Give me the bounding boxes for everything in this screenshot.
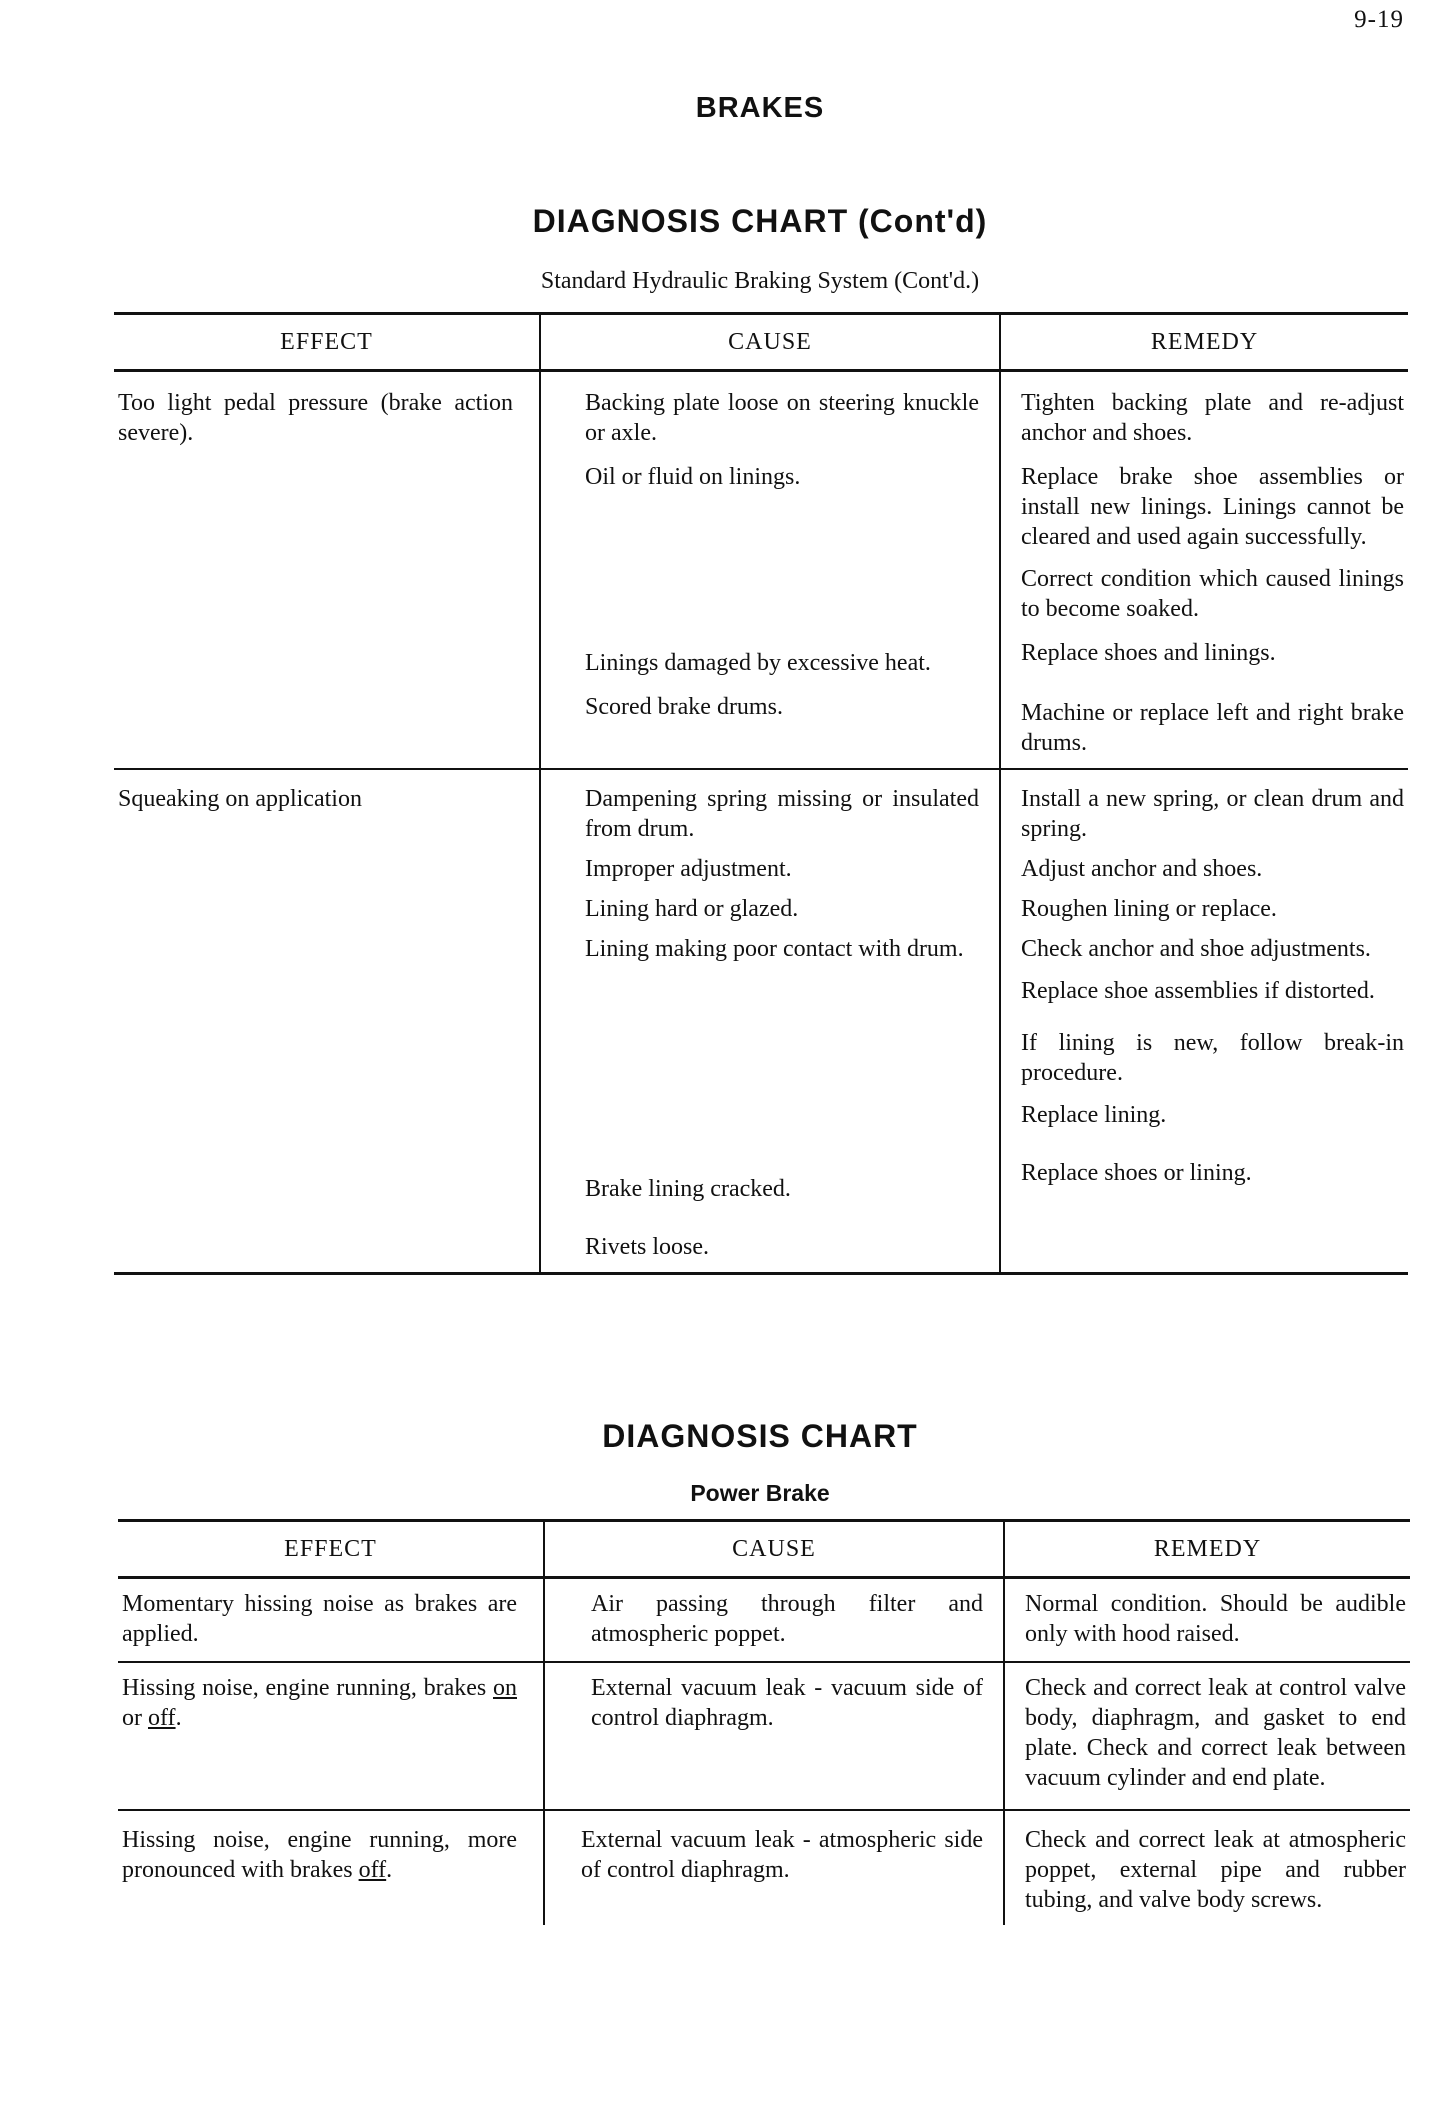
header-effect: EFFECT [118, 1521, 544, 1578]
effect-text-part: or [122, 1705, 148, 1731]
effect-text-part: Hissing noise, engine running, brakes [122, 1675, 493, 1701]
table-row-hissing-on-or-off [118, 1662, 1410, 1810]
header-remedy: REMEDY [1000, 314, 1408, 371]
remedy-text: Correct condition which caused linings to become soaked. [1021, 566, 1404, 622]
cause-text: External vacuum leak - vacuum side of control diaphragm. [591, 1675, 983, 1731]
remedy-text: Tighten backing plate and re-adjust anchor and shoes. [1021, 390, 1404, 446]
cause-text: Linings damaged by excessive heat. [585, 650, 931, 676]
cause-text: Rivets loose. [585, 1234, 709, 1260]
effect-text: Momentary hissing noise as brakes are applied. [122, 1591, 517, 1647]
remedy-text: Replace shoes and linings. [1021, 640, 1276, 666]
section-title: BRAKES [695, 92, 825, 124]
table-row-squeaking [114, 769, 1408, 1274]
cause-text: Lining hard or glazed. [585, 896, 799, 922]
chart1-title: DIAGNOSIS CHART (Cont'd) [532, 203, 988, 239]
cause-text: Dampening spring missing or insulated from drum. [585, 786, 979, 842]
cause-text: Scored brake drums. [585, 694, 783, 720]
remedy-text: If lining is new, follow break-in procedure. [1021, 1030, 1404, 1086]
chart2-title: DIAGNOSIS CHART [602, 1418, 918, 1454]
table-row-momentary-hissing [118, 1578, 1410, 1663]
page-number: 9-19 [1354, 6, 1404, 33]
remedy-text: Machine or replace left and right brake drums. [1021, 700, 1404, 756]
remedy-text: Normal condition. Should be audible only with hood raised. [1025, 1591, 1406, 1647]
header-cause: CAUSE [540, 314, 1000, 371]
remedy-text: Check and correct leak at atmospheric poppet, external pipe and rubber tubing, and valve body screws. [1025, 1827, 1406, 1913]
cause-text: Lining making poor contact with drum. [585, 936, 964, 962]
header-effect: EFFECT [114, 314, 540, 371]
table-row-hissing-brakes-off [118, 1810, 1410, 1925]
header-remedy: REMEDY [1004, 1521, 1410, 1578]
cause-text: Air passing through filter and atmospheric poppet. [591, 1591, 983, 1647]
remedy-text: Replace shoes or lining. [1021, 1160, 1252, 1186]
remedy-text: Adjust anchor and shoes. [1021, 856, 1263, 882]
remedy-text: Roughen lining or replace. [1021, 896, 1277, 922]
table-row-too-light-pedal [114, 371, 1408, 770]
effect-text-part: Hissing noise, engine running, more pronounced with brakes [122, 1827, 517, 1883]
cause-text: Backing plate loose on steering knuckle or axle. [585, 390, 979, 446]
chart2-subtitle: Power Brake [690, 1480, 830, 1506]
emphasis-off: off [358, 1857, 387, 1883]
effect-text: Too light pedal pressure (brake action severe). [118, 390, 513, 446]
diagnosis-table-power-brake [118, 1519, 1410, 1925]
remedy-text: Check anchor and shoe adjustments. [1021, 936, 1371, 962]
cause-text: Brake lining cracked. [585, 1176, 791, 1202]
cause-text: Oil or fluid on linings. [585, 464, 801, 490]
remedy-text: Replace lining. [1021, 1102, 1167, 1128]
table-header-row [118, 1521, 1410, 1578]
effect-text-part: . [386, 1857, 393, 1883]
remedy-text: Replace shoe assemblies if distorted. [1021, 978, 1375, 1004]
header-cause: CAUSE [544, 1521, 1004, 1578]
effect-text-part: . [175, 1705, 182, 1731]
remedy-text: Install a new spring, or clean drum and spring. [1021, 786, 1404, 842]
emphasis-on: on [493, 1675, 517, 1701]
effect-text [122, 1673, 517, 1733]
cause-text: Improper adjustment. [585, 856, 792, 882]
effect-text [122, 1825, 517, 1885]
chart1-subtitle: Standard Hydraulic Braking System (Cont'd.) [540, 268, 980, 294]
cause-text: External vacuum leak - atmospheric side of control diaphragm. [581, 1827, 983, 1883]
remedy-text: Check and correct leak at control valve body, diaphragm, and gasket to end plate. Check and correct leak between vacuum cylinder and end plate. [1025, 1675, 1406, 1791]
table-header-row [114, 314, 1408, 371]
diagnosis-table-standard-hydraulic [114, 312, 1408, 1275]
remedy-text: Replace brake shoe assemblies or install new linings. Linings cannot be cleared and used again successfully. [1021, 464, 1404, 550]
emphasis-off: off [148, 1705, 176, 1731]
effect-text: Squeaking on application [118, 786, 362, 812]
